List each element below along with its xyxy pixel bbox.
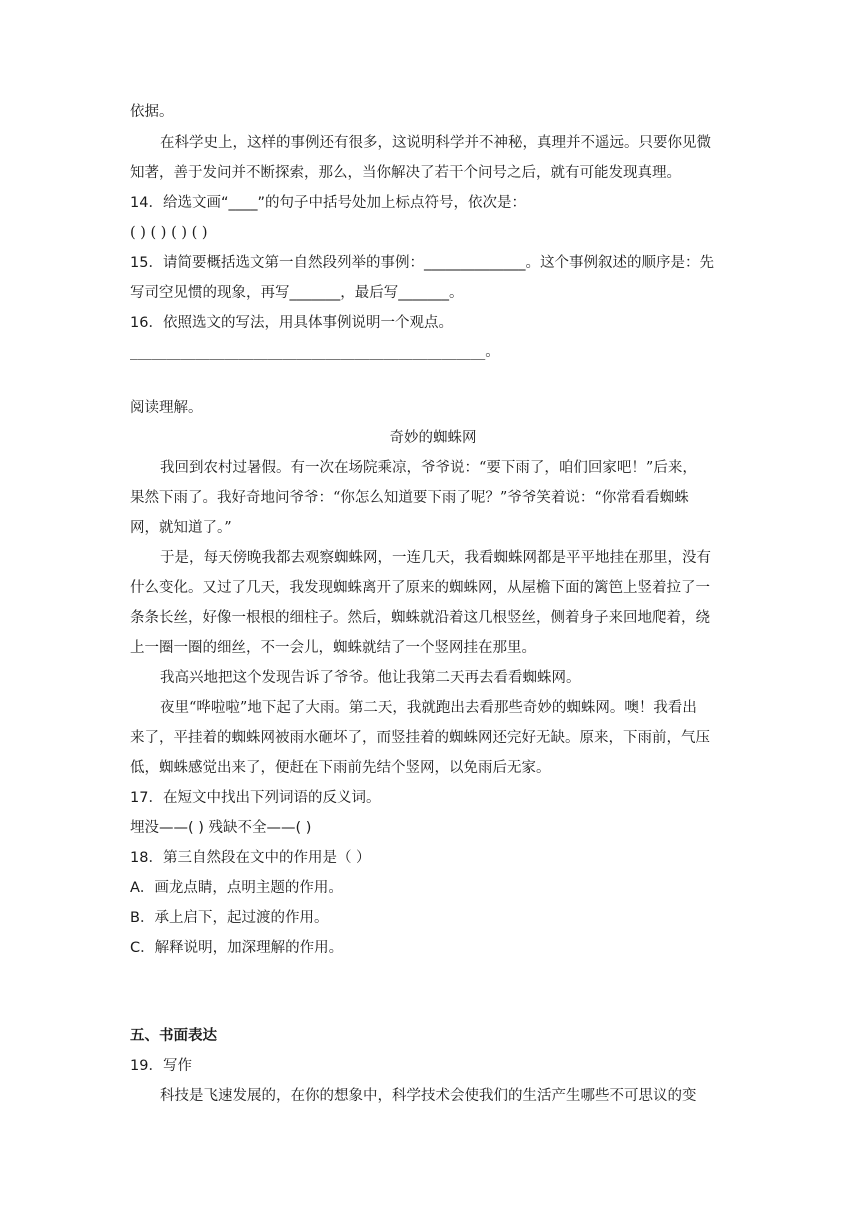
text-line: 知著，善于发问并不断探索，那么，当你解决了若干个问号之后，就有可能发现真理。 xyxy=(130,165,681,181)
question-15: 15．请简要概括选文第一自然段列举的事例：______________。这个事例叙述的顺序是：先 xyxy=(130,255,714,271)
text-line: 科技是飞速发展的，在你的想象中，科学技术会使我们的生活产生哪些不可思议的变 xyxy=(160,1088,697,1104)
option-c: C．解释说明，加深理解的作用。 xyxy=(130,940,344,956)
text-line: 上一圈一圈的细丝，不一会儿，蜘蛛就结了一个竖网挂在那里。 xyxy=(130,640,536,656)
text-line: 依据。 xyxy=(130,104,174,120)
text-line: 低，蜘蛛感觉出来了，便赶在下雨前先结个竖网，以免雨后无家。 xyxy=(130,760,551,776)
text-line: 果然下雨了。我好奇地问爷爷：“你怎么知道要下雨了呢？”爷爷笑着说：“你常看看蜘蛛 xyxy=(130,490,689,506)
question-14: 14．给选文画“____”的句子中括号处加上标点符号，依次是： xyxy=(130,195,526,211)
question-18: 18．第三自然段在文中的作用是（ ） xyxy=(130,850,371,866)
passage-title: 奇妙的蜘蛛网 xyxy=(389,430,477,446)
question-15-cont: 写司空见惯的现象，再写_______，最后写_______。 xyxy=(130,285,464,301)
text-line: 什么变化。又过了几天，我发现蜘蛛离开了原来的蜘蛛网，从屋檐下面的篱笆上竖着拉了一 xyxy=(130,580,710,596)
option-a: A．画龙点睛，点明主题的作用。 xyxy=(130,880,343,896)
answer-line: _________________________________________________。 xyxy=(130,344,500,360)
option-b: B．承上启下，起过渡的作用。 xyxy=(130,910,329,926)
section-intro: 阅读理解。 xyxy=(130,400,203,416)
text-line: 网，就知道了。” xyxy=(130,520,232,536)
text-line: 条条长丝，好像一根根的细柱子。然后，蜘蛛就沿着这几根竖丝，侧着身子来回地爬着，绕 xyxy=(130,610,710,626)
text-line: 来了，平挂着的蜘蛛网被雨水砸坏了，而竖挂着的蜘蛛网还完好无缺。原来，下雨前，气压 xyxy=(130,730,710,746)
question-16: 16．依照选文的写法，用具体事例说明一个观点。 xyxy=(130,315,453,331)
text-line: 在科学史上，这样的事例还有很多，这说明科学并不神秘，真理并不遥远。只要你见微 xyxy=(160,135,711,151)
question-17-items: 埋没——( ) 残缺不全——( ) xyxy=(130,820,312,836)
question-19: 19．写作 xyxy=(130,1058,192,1074)
question-14-blanks: ( ) ( ) ( ) ( ) xyxy=(130,225,208,241)
question-17: 17．在短文中找出下列词语的反义词。 xyxy=(130,790,381,806)
text-line: 我回到农村过暑假。有一次在场院乘凉，爷爷说：“要下雨了，咱们回家吧！”后来， xyxy=(160,460,697,476)
text-line: 于是，每天傍晚我都去观察蜘蛛网，一连几天，我看蜘蛛网都是平平地挂在那里，没有 xyxy=(160,550,711,566)
text-line: 我高兴地把这个发现告诉了爷爷。他让我第二天再去看看蜘蛛网。 xyxy=(160,670,581,686)
section-heading: 五、书面表达 xyxy=(130,1028,217,1044)
text-line: 夜里“哗啦啦”地下起了大雨。第二天，我就跑出去看那些奇妙的蜘蛛网。噢！我看出 xyxy=(160,700,697,716)
